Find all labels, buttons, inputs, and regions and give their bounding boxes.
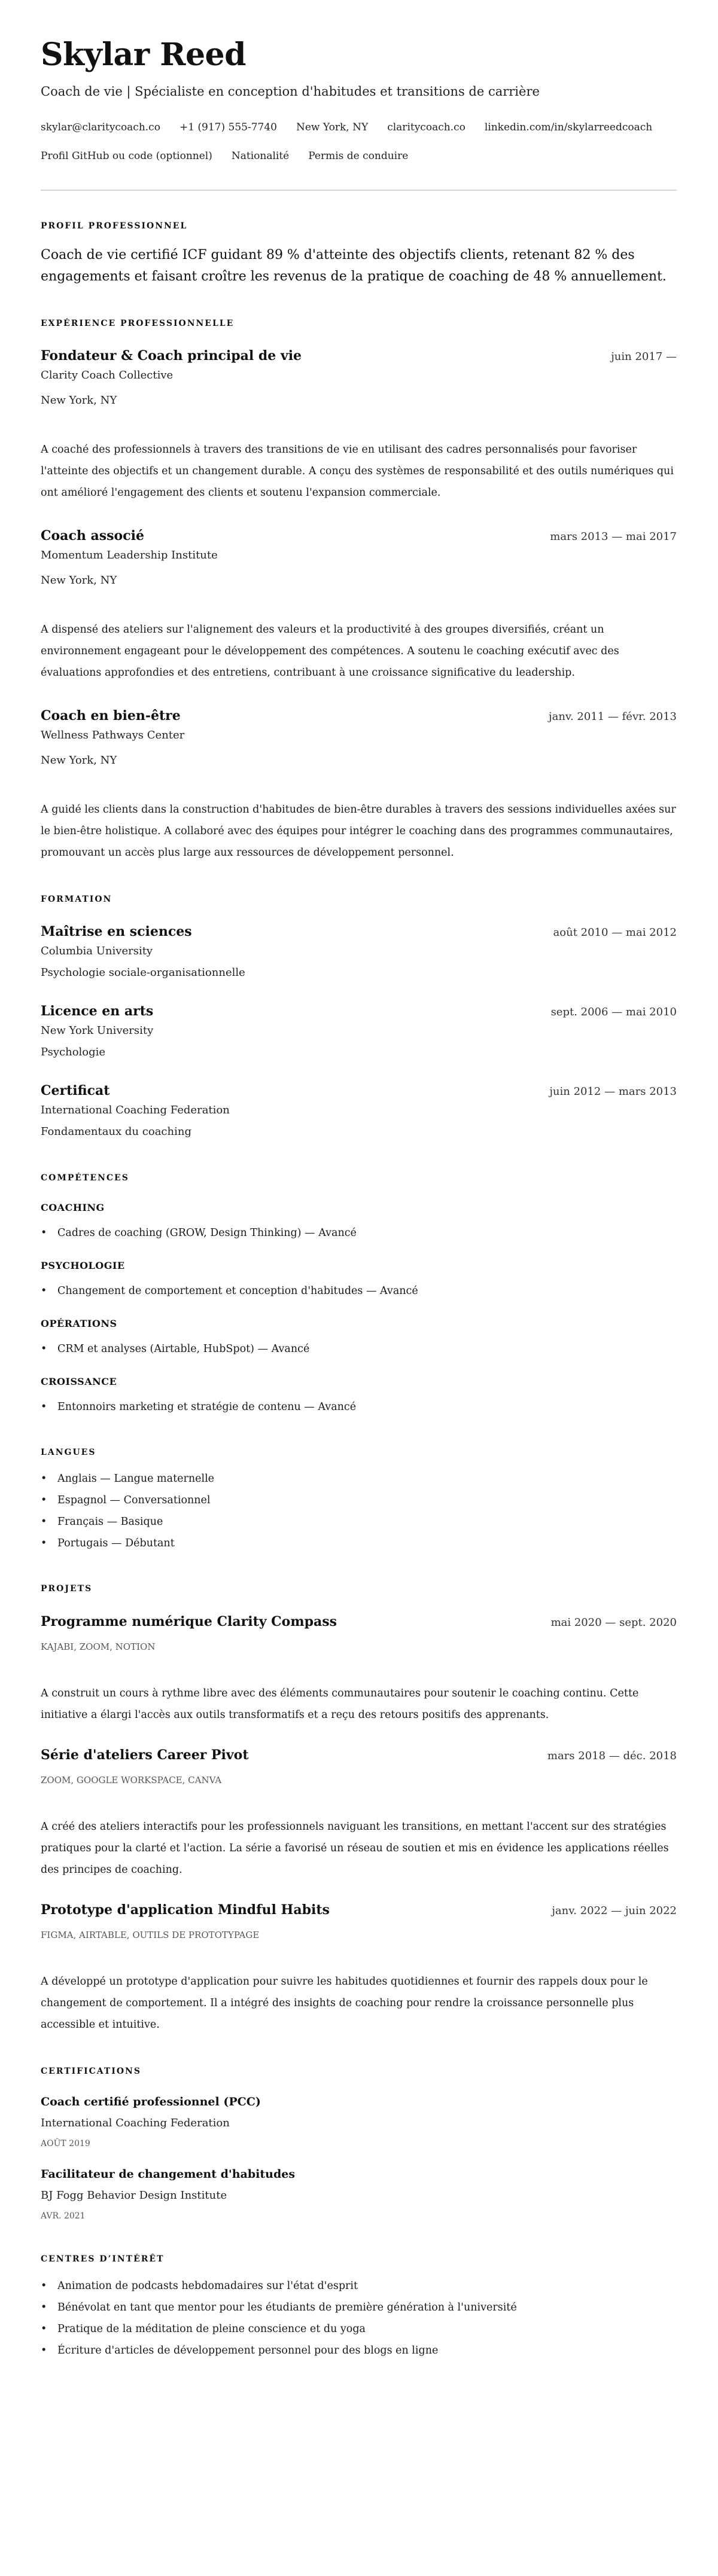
education-section xyxy=(41,893,677,1140)
section-heading: EXPÉRIENCE PROFESSIONNELLE xyxy=(41,319,235,328)
certification-title: Facilitateur de changement d'habitudes xyxy=(41,2168,296,2181)
profile-section xyxy=(41,220,677,288)
skill-list xyxy=(41,1281,677,1301)
skill-item: • Changement de comportement et conception d'habitudes — Avancé xyxy=(41,1281,677,1301)
section-heading: LANGUES xyxy=(41,1448,96,1457)
job-location: New York, NY xyxy=(41,574,117,587)
project-tech: FIGMA, AIRTABLE, OUTILS DE PROTOTYPAGE xyxy=(41,1930,260,1940)
interest-item: • Animation de podcasts hebdomadaires sur l'état d'esprit xyxy=(41,2275,677,2297)
company: Clarity Coach Collective xyxy=(41,369,174,381)
skill-category: PSYCHOLOGIE xyxy=(41,1260,125,1271)
project-dates: mars 2018 — déc. 2018 xyxy=(547,1750,677,1762)
contact-email[interactable]: skylar@claritycoach.co xyxy=(41,121,160,133)
experience-section xyxy=(41,318,677,863)
project-title: Programme numérique Clarity Compass xyxy=(41,1614,337,1629)
profile-summary: Coach de vie certifié ICF guidant 89 % d'atteinte des objectifs clients, retenant 82 % des engagements et faisant croître les revenus de la pratique de coaching de 48 % annuellement. xyxy=(41,248,667,284)
project-description: A créé des ateliers interactifs pour les professionnels naviguant les transitions, en mettant l'accent sur des stratégies pratiques pour la clarté et l'action. La série a favorisé un réseau de soutien et mis en évidence les applications réelles des principes de coaching. xyxy=(41,1821,669,1876)
project-entry xyxy=(41,1746,677,1881)
certification-issuer: International Coaching Federation xyxy=(41,2117,230,2129)
job-location: New York, NY xyxy=(41,754,117,767)
job-description: A dispensé des ateliers sur l'alignement des valeurs et la productivité à des groupes diversifiés, créant un environnement engageant pour le développement des compétences. A soutenu le coaching exécutif avec des évaluations approfondies et des entretiens, contribuant à une croissance significative du leadership. xyxy=(41,624,619,679)
interests-section xyxy=(41,2253,677,2361)
project-entry xyxy=(41,1613,677,1726)
job-dates: mars 2013 — mai 2017 xyxy=(550,530,677,543)
degree: Licence en arts xyxy=(41,1003,154,1019)
skill-list xyxy=(41,1397,677,1417)
section-heading: PROJETS xyxy=(41,1584,93,1594)
contact-license: Permis de conduire xyxy=(308,150,409,162)
interest-list xyxy=(41,2275,677,2361)
project-entry xyxy=(41,1901,677,2035)
skill-category: OPÉRATIONS xyxy=(41,1318,117,1329)
certifications-section xyxy=(41,2065,677,2222)
projects-section xyxy=(41,1583,677,2035)
candidate-name: Skylar Reed xyxy=(41,36,246,73)
experience-entry xyxy=(41,527,677,683)
certification-title: Coach certifié professionnel (PCC) xyxy=(41,2095,261,2108)
headline: Coach de vie | Spécialiste en conception d'habitudes et transitions de carrière xyxy=(41,84,540,99)
resume-header xyxy=(41,36,677,165)
skill-list xyxy=(41,1223,677,1243)
section-heading: CENTRES D’INTÉRÊT xyxy=(41,2254,165,2264)
education-entry xyxy=(41,923,677,981)
certification-entry xyxy=(41,2166,677,2222)
field-of-study: Psychologie sociale-organisationnelle xyxy=(41,966,245,979)
job-description: A coaché des professionnels à travers des transitions de vie en utilisant des cadres personnalisés pour favoriser l'atteinte des objectifs et un changement durable. A conçu des systèmes de responsabilité et des outils numériques qui ont amélioré l'engagement des clients et soutenu l'expansion commerciale. xyxy=(41,444,674,499)
language-item: • Portugais — Débutant xyxy=(41,1533,677,1554)
job-title: Fondateur & Coach principal de vie xyxy=(41,348,302,364)
company: Wellness Pathways Center xyxy=(41,729,185,741)
job-description: A guidé les clients dans la construction d'habitudes de bien-être durables à travers des sessions individuelles axées sur le bien-être holistique. A collaboré avec des équipes pour intégrer le coaching dans des programmes communautaires, promouvant un accès plus large aux ressources de développement personnel. xyxy=(41,804,676,859)
education-entry xyxy=(41,1082,677,1140)
job-title: Coach en bien-être xyxy=(41,708,181,724)
contact-github[interactable]: Profil GitHub ou code (optionnel) xyxy=(41,150,212,162)
certification-issuer: BJ Fogg Behavior Design Institute xyxy=(41,2189,227,2202)
languages-section xyxy=(41,1446,677,1554)
language-item: • Anglais — Langue maternelle xyxy=(41,1468,677,1490)
project-description: A développé un prototype d'application pour suivre les habitudes quotidiennes et fournir des rappels doux pour le changement de comportement. Il a intégré des insights de coaching pour rendre la croissance personnelle plus accessible et intuitive. xyxy=(41,1976,648,2031)
education-entry xyxy=(41,1002,677,1061)
skill-item: • Entonnoirs marketing et stratégie de contenu — Avancé xyxy=(41,1397,677,1417)
job-title: Coach associé xyxy=(41,528,144,544)
interest-item: • Écriture d'articles de développement personnel pour des blogs en ligne xyxy=(41,2340,677,2361)
interest-item: • Pratique de la méditation de pleine conscience et du yoga xyxy=(41,2318,677,2340)
project-title: Prototype d'application Mindful Habits xyxy=(41,1902,330,1918)
contact-location: New York, NY xyxy=(296,121,369,133)
language-item: • Français — Basique xyxy=(41,1511,677,1533)
project-description: A construit un cours à rythme libre avec des éléments communautaires pour soutenir le coaching continu. Cette initiative a élargi l'accès aux outils transformatifs et a reçu des retours positifs des apprenants. xyxy=(41,1687,639,1721)
section-heading: COMPÉTENCES xyxy=(41,1173,129,1183)
contact-phone[interactable]: +1 (917) 555-7740 xyxy=(179,121,277,133)
degree: Certificat xyxy=(41,1083,110,1098)
contact-website[interactable]: claritycoach.co xyxy=(387,121,466,133)
project-dates: mai 2020 — sept. 2020 xyxy=(550,1616,677,1629)
education-dates: juin 2012 — mars 2013 xyxy=(549,1085,677,1098)
resume-page xyxy=(0,36,718,2397)
project-tech: KAJABI, ZOOM, NOTION xyxy=(41,1641,156,1652)
language-item: • Espagnol — Conversationnel xyxy=(41,1490,677,1511)
education-dates: sept. 2006 — mai 2010 xyxy=(550,1006,677,1018)
skills-section xyxy=(41,1172,677,1417)
degree: Maîtrise en sciences xyxy=(41,924,192,939)
contact-list xyxy=(41,118,677,165)
section-heading: PROFIL PROFESSIONNEL xyxy=(41,221,188,231)
field-of-study: Psychologie xyxy=(41,1046,106,1058)
job-location: New York, NY xyxy=(41,394,117,407)
project-title: Série d'ateliers Career Pivot xyxy=(41,1747,249,1763)
certification-entry xyxy=(41,2094,677,2150)
experience-entry xyxy=(41,707,677,863)
skill-category: COACHING xyxy=(41,1202,105,1213)
section-heading: CERTIFICATIONS xyxy=(41,2067,141,2076)
job-dates: janv. 2011 — févr. 2013 xyxy=(549,710,677,723)
header-divider xyxy=(41,190,677,191)
project-tech: ZOOM, GOOGLE WORKSPACE, CANVA xyxy=(41,1775,222,1786)
skill-item: • CRM et analyses (Airtable, HubSpot) — Avancé xyxy=(41,1339,677,1359)
section-heading: FORMATION xyxy=(41,895,112,904)
project-dates: janv. 2022 — juin 2022 xyxy=(552,1904,677,1917)
skill-list xyxy=(41,1339,677,1359)
company: Momentum Leadership Institute xyxy=(41,549,218,561)
school: New York University xyxy=(41,1024,154,1037)
certification-date: AVR. 2021 xyxy=(41,2211,86,2221)
experience-entry xyxy=(41,347,677,503)
school: International Coaching Federation xyxy=(41,1104,230,1116)
field-of-study: Fondamentaux du coaching xyxy=(41,1125,191,1138)
language-list xyxy=(41,1468,677,1554)
certification-date: AOÛT 2019 xyxy=(41,2139,90,2148)
skill-item: • Cadres de coaching (GROW, Design Thinking) — Avancé xyxy=(41,1223,677,1243)
school: Columbia University xyxy=(41,945,153,957)
education-dates: août 2010 — mai 2012 xyxy=(553,926,677,939)
contact-nationality: Nationalité xyxy=(231,150,290,162)
job-dates: juin 2017 — xyxy=(611,350,677,363)
interest-item: • Bénévolat en tant que mentor pour les étudiants de première génération à l'université xyxy=(41,2297,677,2318)
skill-category: CROISSANCE xyxy=(41,1376,117,1387)
contact-linkedin[interactable]: linkedin.com/in/skylarreedcoach xyxy=(484,121,653,133)
